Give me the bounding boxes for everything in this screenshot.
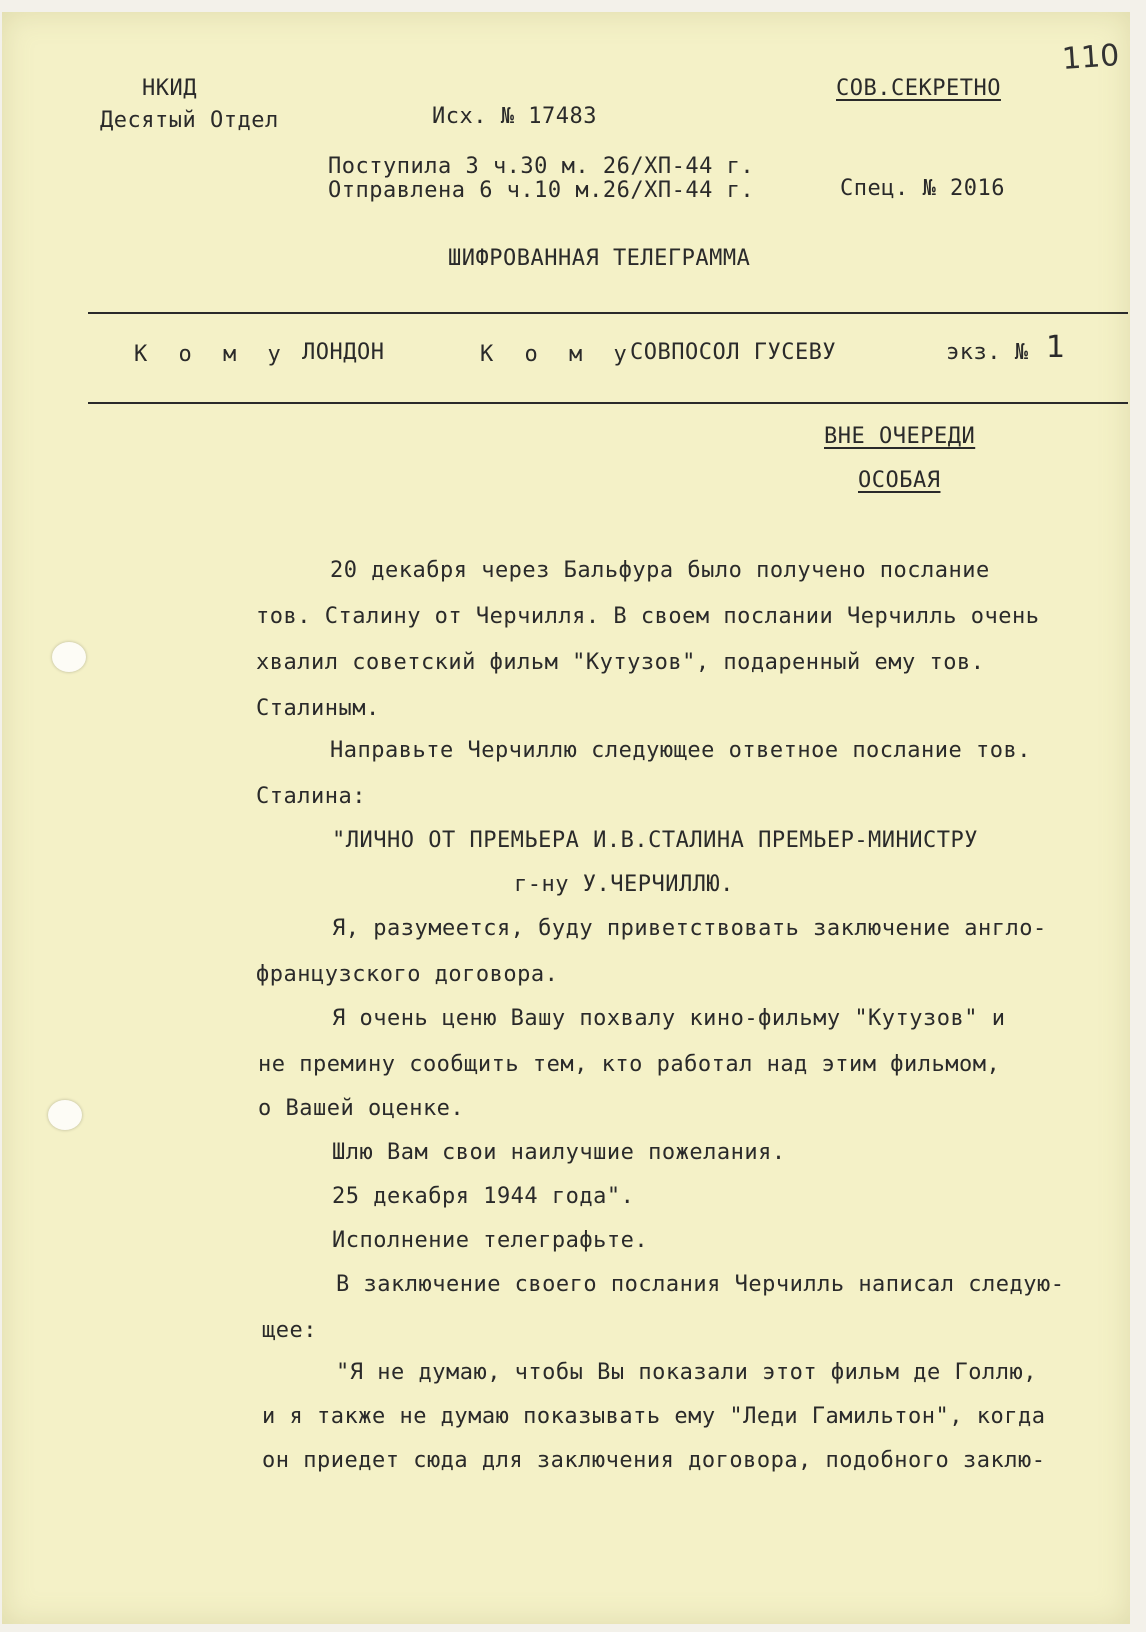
copy-number-handwritten: 1 bbox=[1046, 330, 1066, 365]
body-line: Я, разумеется, буду приветствовать заключение англо- bbox=[332, 916, 1047, 941]
recipient-name: СОВПОСОЛ ГУСЕВУ bbox=[630, 340, 837, 365]
priority-out-of-turn: ВНЕ ОЧЕРЕДИ bbox=[824, 424, 976, 449]
punch-hole bbox=[52, 642, 86, 672]
department-name: Десятый Отдел bbox=[100, 108, 279, 133]
received-time: Поступила 3 ч.30 м. 26/ХП-44 г. bbox=[328, 154, 755, 179]
priority-special: ОСОБАЯ bbox=[858, 468, 941, 493]
copy-number-label: экз. № bbox=[946, 340, 1029, 365]
to-label: К о м у bbox=[134, 342, 290, 367]
divider-top bbox=[88, 312, 1128, 314]
destination-city: ЛОНДОН bbox=[302, 340, 385, 365]
special-number: Спец. № 2016 bbox=[840, 176, 1005, 201]
body-line: 25 декабря 1944 года". bbox=[332, 1184, 635, 1209]
page-number: 110 bbox=[1060, 38, 1121, 77]
body-line: Шлю Вам свои наилучшие пожелания. bbox=[332, 1140, 786, 1165]
telegram-page bbox=[2, 12, 1130, 1624]
body-line: 20 декабря через Бальфура было получено послание bbox=[330, 558, 990, 583]
body-line: не премину сообщить тем, кто работал над этим фильмом, bbox=[258, 1052, 1001, 1077]
punch-hole bbox=[48, 1100, 82, 1130]
body-line: и я также не думаю показывать ему "Леди Гамильтон", когда bbox=[262, 1404, 1046, 1429]
body-line: Сталина: bbox=[256, 784, 366, 809]
message-heading: "ЛИЧНО ОТ ПРЕМЬЕРА И.В.СТАЛИНА ПРЕМЬЕР-МИНИСТРУ bbox=[332, 828, 979, 853]
message-addressee: г-ну У.ЧЕРЧИЛЛЮ. bbox=[514, 872, 734, 897]
body-line: тов. Сталину от Черчилля. В своем послании Черчилль очень bbox=[256, 604, 1040, 629]
outgoing-number: Исх. № 17483 bbox=[432, 104, 597, 129]
body-line: Сталиным. bbox=[256, 696, 380, 721]
sent-time: Отправлена 6 ч.10 м.26/ХП-44 г. bbox=[328, 178, 755, 203]
body-line: В заключение своего послания Черчилль написал следую- bbox=[336, 1272, 1065, 1297]
body-line: Я очень ценю Вашу похвалу кино-фильму "Кутузов" и bbox=[332, 1006, 1006, 1031]
body-line: "Я не думаю, чтобы Вы показали этот фильм де Голлю, bbox=[336, 1360, 1038, 1385]
divider-bottom bbox=[88, 402, 1128, 404]
org-name: НКИД bbox=[142, 76, 197, 101]
body-line: он приедет сюда для заключения договора, подобного заклю- bbox=[262, 1448, 1046, 1473]
body-line: щее: bbox=[262, 1318, 317, 1343]
body-line: о Вашей оценке. bbox=[258, 1096, 465, 1121]
document-type-title: ШИФРОВАННАЯ ТЕЛЕГРАММА bbox=[448, 246, 751, 271]
body-line: Направьте Черчиллю следующее ответное послание тов. bbox=[330, 738, 1032, 763]
classification-stamp: СОВ.СЕКРЕТНО bbox=[836, 76, 1001, 101]
to-label-second: К о м у bbox=[480, 342, 636, 367]
body-line: хвалил советский фильм "Кутузов", подаренный ему тов. bbox=[256, 650, 985, 675]
body-line: французского договора. bbox=[256, 962, 559, 987]
body-line: Исполнение телеграфьте. bbox=[332, 1228, 649, 1253]
